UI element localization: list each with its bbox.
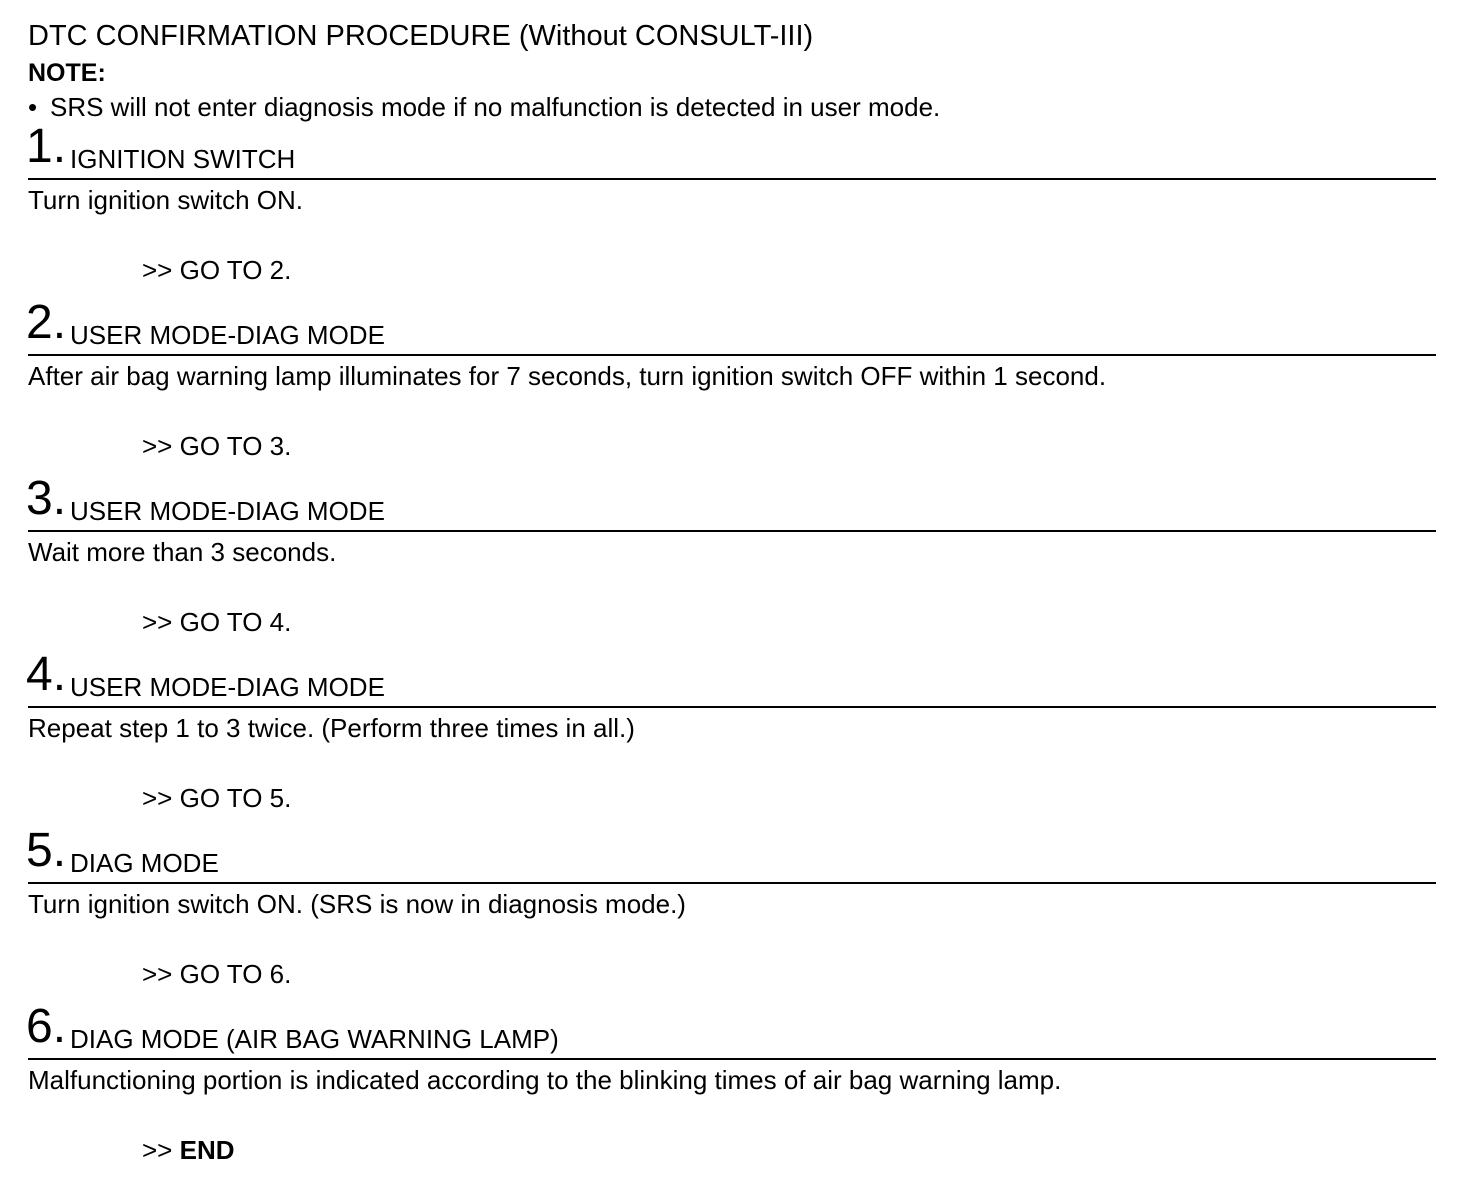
step-title: USER MODE-DIAG MODE xyxy=(70,496,385,526)
step-number: 1. xyxy=(26,120,67,173)
bullet-icon: • xyxy=(28,92,38,122)
note-text: SRS will not enter diagnosis mode if no malfunction is detected in user mode. xyxy=(50,92,941,122)
step-6 xyxy=(26,1000,1436,1180)
step-number: 2. xyxy=(26,296,67,349)
step-number: 5. xyxy=(26,824,67,877)
step-1 xyxy=(26,120,1436,300)
step-header xyxy=(26,824,1436,884)
goto-prefix: >> xyxy=(142,255,173,285)
goto-target: GO TO 3. xyxy=(179,431,292,461)
step-instruction: After air bag warning lamp illuminates for 7 seconds, turn ignition switch OFF within 1 second. xyxy=(28,361,1107,391)
note-item xyxy=(28,90,1436,124)
goto-link[interactable] xyxy=(142,430,291,462)
step-header xyxy=(26,648,1436,708)
goto-target: GO TO 4. xyxy=(179,607,292,637)
page-title: DTC CONFIRMATION PROCEDURE (Without CONSULT-III) xyxy=(28,20,814,52)
step-number: 6. xyxy=(26,1000,67,1053)
step-title: USER MODE-DIAG MODE xyxy=(70,320,385,350)
step-title: DIAG MODE xyxy=(70,848,219,878)
end-link xyxy=(142,1134,235,1166)
end-label: END xyxy=(179,1135,235,1165)
goto-target: GO TO 6. xyxy=(179,959,292,989)
step-title: DIAG MODE (AIR BAG WARNING LAMP) xyxy=(70,1024,559,1054)
goto-prefix: >> xyxy=(142,959,173,989)
goto-prefix: >> xyxy=(142,783,173,813)
step-title: USER MODE-DIAG MODE xyxy=(70,672,385,702)
step-instruction: Repeat step 1 to 3 twice. (Perform three times in all.) xyxy=(28,713,635,743)
step-title: IGNITION SWITCH xyxy=(70,144,296,174)
step-2 xyxy=(26,296,1436,476)
step-number: 3. xyxy=(26,472,67,525)
step-instruction: Wait more than 3 seconds. xyxy=(28,537,337,567)
goto-target: GO TO 5. xyxy=(179,783,292,813)
step-5 xyxy=(26,824,1436,1004)
step-number: 4. xyxy=(26,648,67,701)
step-4 xyxy=(26,648,1436,828)
goto-link[interactable] xyxy=(142,606,291,638)
step-instruction: Turn ignition switch ON. (SRS is now in diagnosis mode.) xyxy=(28,889,686,919)
goto-prefix: >> xyxy=(142,1135,173,1165)
step-3 xyxy=(26,472,1436,652)
goto-target: GO TO 2. xyxy=(179,255,292,285)
step-instruction: Malfunctioning portion is indicated according to the blinking times of air bag warning lamp. xyxy=(28,1065,1062,1095)
step-header xyxy=(26,472,1436,532)
goto-link[interactable] xyxy=(142,782,291,814)
goto-prefix: >> xyxy=(142,431,173,461)
step-header xyxy=(26,120,1436,180)
goto-link[interactable] xyxy=(142,254,291,286)
step-instruction: Turn ignition switch ON. xyxy=(28,185,304,215)
step-header xyxy=(26,296,1436,356)
step-header xyxy=(26,1000,1436,1060)
goto-link[interactable] xyxy=(142,958,291,990)
goto-prefix: >> xyxy=(142,607,173,637)
note-label: NOTE: xyxy=(28,59,106,87)
document-page xyxy=(28,16,1436,1180)
